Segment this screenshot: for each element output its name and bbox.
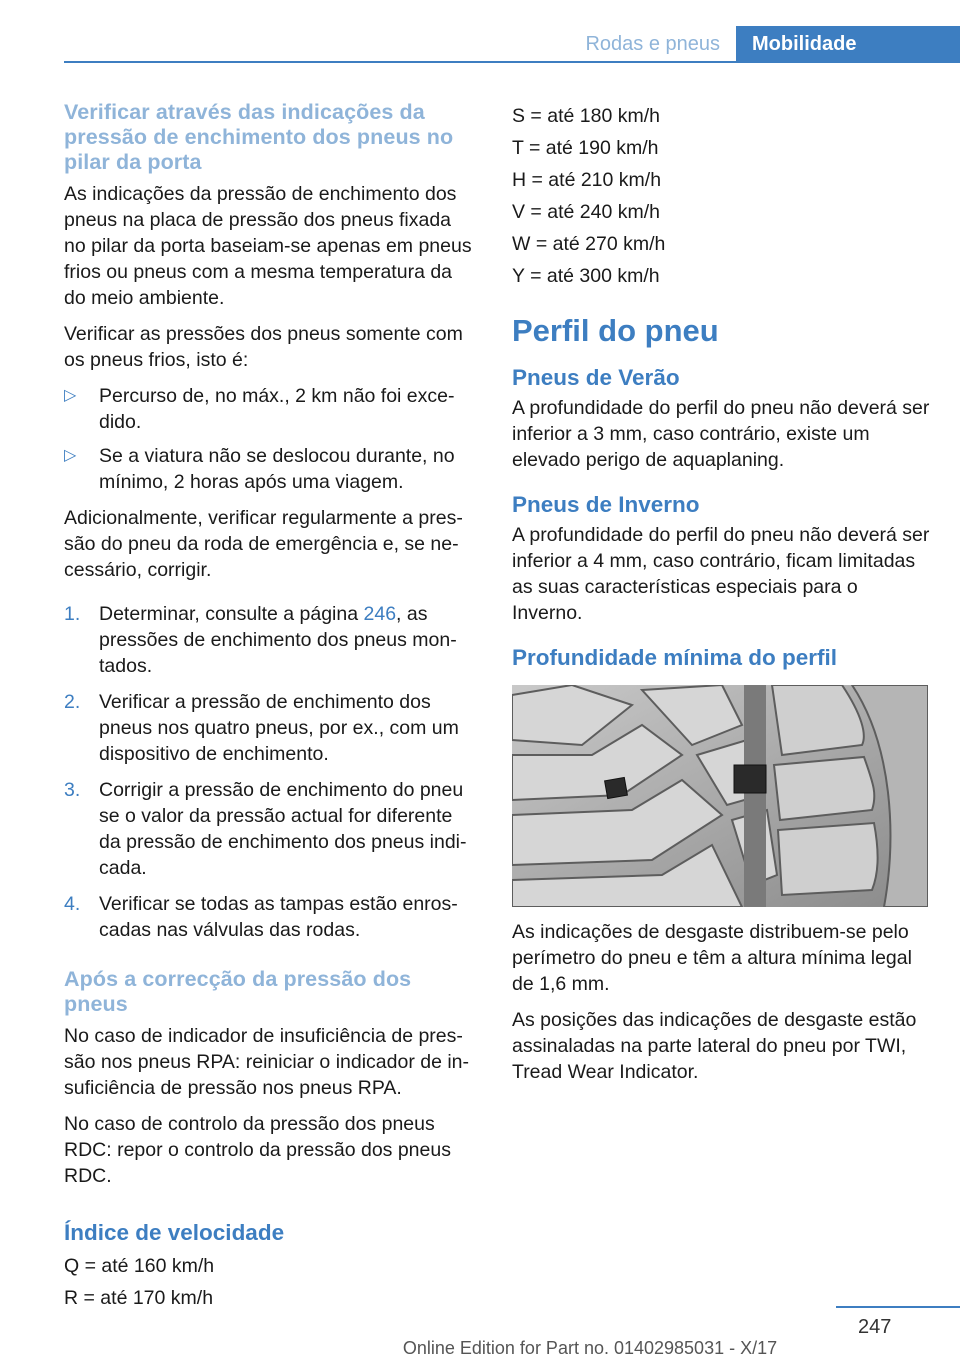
speed-index-item: R = até 170 km/h bbox=[64, 1287, 214, 1309]
heading-summer-tyres: Pneus de Verão bbox=[512, 365, 680, 390]
triangle-bullet-icon: ▷ bbox=[64, 387, 77, 404]
paragraph-door-1: As indicações da pressão de enchimento dos pneus na placa de pressão dos pneus fixada no pilar da porta baseiam-se apenas em pneus frios ou pneus com a mesma temperatura da do meio ambiente. bbox=[64, 183, 472, 309]
heading-minimum-depth: Profundidade mínima do perfil bbox=[512, 645, 838, 670]
speed-index-item: V = até 240 km/h bbox=[512, 201, 660, 223]
speed-index-item: T = até 190 km/h bbox=[512, 137, 659, 159]
paragraph-wear-1: As indicações de desgaste distribuem-se pelo perímetro do pneu e têm a altura mínima legal de 1,6 mm. bbox=[512, 921, 912, 995]
right-column bbox=[512, 100, 932, 1095]
paragraph-door-2: Verificar as pressões dos pneus somente com os pneus frios, isto é: bbox=[64, 323, 463, 371]
list-item: 4. Verificar se todas as tampas estão enroscadas nas válvulas das rodas. bbox=[64, 893, 458, 941]
paragraph-after-2: No caso de controlo da pressão dos pneus RDC: repor o controlo da pressão dos pneus RDC. bbox=[64, 1113, 451, 1187]
list-item: ▷ Se a viatura não se deslocou durante, no mínimo, 2 horas após uma viagem. bbox=[64, 445, 455, 493]
footer-rule bbox=[836, 1306, 960, 1308]
steps-list bbox=[64, 601, 478, 943]
list-item: 2. Verificar a pressão de enchimento dos pneus nos quatro pneus, por ex., com um dispositivo de enchimento. bbox=[64, 691, 459, 765]
list-item: 1. Determinar, consulte a página 246, as pressões de enchimento dos pneus montados. bbox=[64, 603, 457, 677]
speed-index-item: W = até 270 km/h bbox=[512, 233, 666, 255]
left-column bbox=[64, 100, 478, 1314]
condition-list bbox=[64, 383, 478, 495]
page-number: 247 bbox=[858, 1316, 892, 1338]
header-section-title: Rodas e pneus bbox=[585, 33, 720, 55]
list-item: 3. Corrigir a pressão de enchimento do pneu se o valor da pressão actual for diferente da pressão de enchimento dos pneus indicada. bbox=[64, 779, 467, 879]
heading-speed-index: Índice de velocidade bbox=[64, 1220, 285, 1245]
speed-index-item: H = até 210 km/h bbox=[512, 169, 662, 191]
heading-winter-tyres: Pneus de Inverno bbox=[512, 492, 700, 517]
heading-door-pillar: Verificar através das indicações da pressão de enchimento dos pneus no pilar da porta bbox=[64, 100, 454, 174]
paragraph-after-1: No caso de indicador de insuficiência de pressão nos pneus RPA: reiniciar o indicador de insuficiência de pressão nos pneus RPA. bbox=[64, 1025, 470, 1099]
list-item: ▷ Percurso de, no máx., 2 km não foi excedido. bbox=[64, 385, 455, 433]
heading-tyre-profile: Perfil do pneu bbox=[512, 313, 719, 348]
paragraph-summer: A profundidade do perfil do pneu não deverá ser inferior a 3 mm, caso contrário, existe um elevado perigo de aquaplaning. bbox=[512, 397, 930, 471]
tyre-tread-wear-indicator-image bbox=[512, 685, 928, 907]
speed-index-item: Y = até 300 km/h bbox=[512, 265, 660, 287]
triangle-bullet-icon: ▷ bbox=[64, 447, 77, 464]
paragraph-winter: A profundidade do perfil do pneu não deverá ser inferior a 4 mm, caso contrário, ficam limitadas as suas características especiais para o Inverno. bbox=[512, 524, 930, 624]
speed-index-item: S = até 180 km/h bbox=[512, 105, 660, 127]
speed-index-item: Q = até 160 km/h bbox=[64, 1255, 215, 1277]
header-chapter-tab: Mobilidade bbox=[736, 26, 960, 62]
header-rule bbox=[64, 61, 960, 63]
page-link[interactable]: 246 bbox=[363, 603, 397, 625]
heading-after-correction: Após a correcção da pressão dos pneus bbox=[64, 967, 412, 1016]
paragraph-wear-2: As posições das indicações de desgaste estão assinaladas na parte lateral do pneu por TWI, Tread Wear Indicator. bbox=[512, 1009, 917, 1083]
edition-footer: Online Edition for Part no. 01402985031 - X/17 bbox=[402, 1338, 778, 1358]
paragraph-door-3: Adicionalmente, verificar regularmente a pressão do pneu da roda de emergência e, se necessário, corrigir. bbox=[64, 507, 463, 581]
